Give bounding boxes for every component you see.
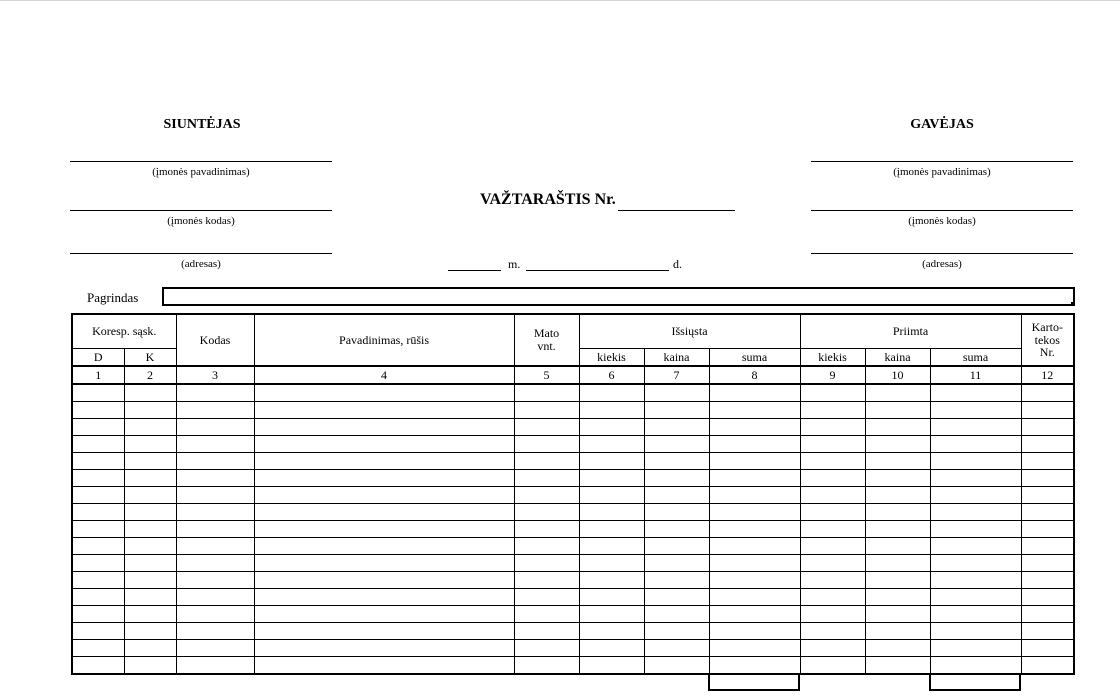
table-cell[interactable] [709,419,800,436]
table-cell[interactable] [514,402,579,419]
table-cell[interactable] [514,436,579,453]
resize-handle-icon [1071,302,1074,305]
table-row [72,436,1074,453]
table-cell[interactable] [865,453,930,470]
table-cell[interactable] [579,402,644,419]
table-cell[interactable] [579,436,644,453]
date-month-line[interactable] [526,270,669,271]
table-cell[interactable] [579,521,644,538]
table-cell[interactable] [579,504,644,521]
receiver-company-code-line[interactable] [811,210,1073,211]
table-cell[interactable] [865,504,930,521]
header-kodas: Kodas [176,314,254,366]
table-cell[interactable] [930,384,1021,402]
table-cell[interactable] [514,521,579,538]
table-cell[interactable] [865,384,930,402]
table-cell[interactable] [865,589,930,606]
table-cell[interactable] [124,555,176,572]
table-cell[interactable] [800,402,865,419]
sender-address-line[interactable] [70,253,332,254]
table-cell[interactable] [254,402,514,419]
sender-company-name-line[interactable] [70,161,332,162]
table-cell[interactable] [579,384,644,402]
table-cell[interactable] [644,436,709,453]
header-priimta-suma: suma [930,349,1021,367]
table-cell[interactable] [644,623,709,640]
table-row [72,419,1074,436]
column-number: 10 [865,366,930,384]
table-cell[interactable] [800,487,865,504]
table-cell[interactable] [865,538,930,555]
table-cell[interactable] [176,657,254,675]
table-cell[interactable] [514,453,579,470]
header-k: K [124,349,176,367]
goods-table [71,313,1075,675]
document-number-line[interactable] [618,210,735,211]
date-year-label: m. [508,257,521,271]
table-cell[interactable] [124,606,176,623]
table-cell[interactable] [800,538,865,555]
table-cell[interactable] [865,555,930,572]
table-cell[interactable] [1021,384,1074,402]
table-cell[interactable] [1021,606,1074,623]
table-cell[interactable] [72,572,124,589]
table-cell[interactable] [930,487,1021,504]
table-cell[interactable] [709,606,800,623]
table-row [72,504,1074,521]
table-cell[interactable] [1021,589,1074,606]
table-cell[interactable] [1021,640,1074,657]
table-row [72,606,1074,623]
table-row [72,555,1074,572]
table-cell[interactable] [176,606,254,623]
table-cell[interactable] [1021,657,1074,675]
table-row [72,538,1074,555]
table-cell[interactable] [644,606,709,623]
table-row [72,589,1074,606]
table-cell[interactable] [579,453,644,470]
table-cell[interactable] [72,521,124,538]
receiver-address-caption: (adresas) [922,258,962,270]
table-cell[interactable] [709,384,800,402]
table-cell[interactable] [254,606,514,623]
table-cell[interactable] [72,487,124,504]
page-top-border [0,0,1120,1]
table-cell[interactable] [930,504,1021,521]
table-cell[interactable] [865,470,930,487]
table-cell[interactable] [800,384,865,402]
header-issiusta-suma: suma [709,349,800,367]
table-row [72,470,1074,487]
table-cell[interactable] [709,572,800,589]
table-cell[interactable] [72,384,124,402]
receiver-company-name-caption: (įmonės pavadinimas) [893,166,991,178]
table-cell[interactable] [709,657,800,675]
table-cell[interactable] [1021,419,1074,436]
table-cell[interactable] [176,572,254,589]
document-title: VAŽTARAŠTIS Nr. [480,191,616,208]
table-cell[interactable] [865,419,930,436]
table-cell[interactable] [72,470,124,487]
table-cell[interactable] [176,640,254,657]
table-cell[interactable] [930,640,1021,657]
table-row [72,487,1074,504]
table-cell[interactable] [72,606,124,623]
priimta-suma-total-box[interactable] [929,674,1021,691]
table-cell[interactable] [800,657,865,675]
table-cell[interactable] [644,487,709,504]
table-cell[interactable] [800,640,865,657]
table-cell[interactable] [176,623,254,640]
table-cell[interactable] [800,453,865,470]
table-cell[interactable] [930,521,1021,538]
table-cell[interactable] [254,623,514,640]
table-cell[interactable] [72,657,124,675]
table-cell[interactable] [930,606,1021,623]
table-cell[interactable] [709,487,800,504]
table-cell[interactable] [800,419,865,436]
table-cell[interactable] [865,572,930,589]
header-priimta-kiekis: kiekis [800,349,865,367]
header-pavadinimas: Pavadinimas, rūšis [254,314,514,366]
table-cell[interactable] [800,436,865,453]
table-cell[interactable] [930,572,1021,589]
header-mato: Mato vnt. [514,314,579,366]
table-cell[interactable] [514,504,579,521]
table-cell[interactable] [800,521,865,538]
table-cell[interactable] [72,436,124,453]
table-cell[interactable] [800,606,865,623]
table-cell[interactable] [514,470,579,487]
table-cell[interactable] [579,606,644,623]
table-cell[interactable] [930,453,1021,470]
table-cell[interactable] [1021,555,1074,572]
table-cell[interactable] [124,538,176,555]
table-cell[interactable] [254,504,514,521]
table-cell[interactable] [124,470,176,487]
table-cell[interactable] [1021,538,1074,555]
table-cell[interactable] [709,640,800,657]
table-cell[interactable] [930,589,1021,606]
column-number: 8 [709,366,800,384]
basis-field[interactable] [162,287,1075,306]
column-number: 12 [1021,366,1074,384]
table-cell[interactable] [865,606,930,623]
table-cell[interactable] [124,419,176,436]
table-cell[interactable] [254,384,514,402]
table-cell[interactable] [514,589,579,606]
table-cell[interactable] [176,487,254,504]
table-cell[interactable] [1021,487,1074,504]
table-cell[interactable] [514,538,579,555]
table-cell[interactable] [176,419,254,436]
table-cell[interactable] [514,657,579,675]
table-cell[interactable] [579,555,644,572]
header-d: D [72,349,124,367]
table-cell[interactable] [72,453,124,470]
table-cell[interactable] [176,402,254,419]
table-cell[interactable] [644,402,709,419]
basis-label: Pagrindas [87,290,139,305]
table-cell[interactable] [1021,504,1074,521]
column-number: 5 [514,366,579,384]
column-number: 6 [579,366,644,384]
table-cell[interactable] [930,623,1021,640]
table-cell[interactable] [514,623,579,640]
column-number: 11 [930,366,1021,384]
date-day-label: d. [673,257,682,271]
table-cell[interactable] [709,623,800,640]
table-cell[interactable] [124,453,176,470]
table-cell[interactable] [644,589,709,606]
table-cell[interactable] [644,470,709,487]
table-cell[interactable] [800,470,865,487]
table-cell[interactable] [176,521,254,538]
table-cell[interactable] [930,436,1021,453]
header-koresp: Koresp. sąsk. [72,314,176,349]
receiver-company-code-caption: (įmonės kodas) [908,215,976,227]
table-cell[interactable] [800,504,865,521]
table-cell[interactable] [176,589,254,606]
table-row [72,384,1074,402]
table-cell[interactable] [930,555,1021,572]
header-issiusta: Išsiųsta [579,314,800,349]
table-row [72,640,1074,657]
table-cell[interactable] [254,589,514,606]
table-cell[interactable] [930,470,1021,487]
table-cell[interactable] [579,657,644,675]
table-cell[interactable] [644,657,709,675]
table-cell[interactable] [176,436,254,453]
table-cell[interactable] [709,538,800,555]
table-cell[interactable] [1021,470,1074,487]
table-cell[interactable] [514,419,579,436]
table-cell[interactable] [709,402,800,419]
table-cell[interactable] [254,436,514,453]
sender-address-caption: (adresas) [181,258,221,270]
table-cell[interactable] [124,623,176,640]
table-cell[interactable] [72,555,124,572]
table-cell[interactable] [124,640,176,657]
table-cell[interactable] [124,402,176,419]
table-cell[interactable] [124,521,176,538]
table-cell[interactable] [254,419,514,436]
table-cell[interactable] [930,419,1021,436]
table-cell[interactable] [254,487,514,504]
table-cell[interactable] [644,555,709,572]
table-cell[interactable] [1021,572,1074,589]
header-issiusta-kaina: kaina [644,349,709,367]
table-cell[interactable] [124,436,176,453]
table-cell[interactable] [579,487,644,504]
table-cell[interactable] [930,402,1021,419]
table-cell[interactable] [514,606,579,623]
column-number: 1 [72,366,124,384]
table-cell[interactable] [1021,521,1074,538]
table-cell[interactable] [644,640,709,657]
table-row [72,521,1074,538]
table-cell[interactable] [865,402,930,419]
table-cell[interactable] [579,572,644,589]
header-issiusta-kiekis: kiekis [579,349,644,367]
table-cell[interactable] [865,521,930,538]
table-cell[interactable] [579,623,644,640]
table-cell[interactable] [124,504,176,521]
table-cell[interactable] [514,487,579,504]
header-priimta: Priimta [800,314,1021,349]
header-priimta-kaina: kaina [865,349,930,367]
table-cell[interactable] [709,555,800,572]
table-cell[interactable] [124,487,176,504]
table-cell[interactable] [72,504,124,521]
receiver-company-name-line[interactable] [811,161,1073,162]
receiver-title: GAVĖJAS [910,117,974,132]
table-cell[interactable] [176,453,254,470]
sender-title: SIUNTĖJAS [163,117,241,132]
column-number: 4 [254,366,514,384]
table-cell[interactable] [124,589,176,606]
table-cell[interactable] [865,640,930,657]
table-cell[interactable] [709,504,800,521]
table-cell[interactable] [254,640,514,657]
table-cell[interactable] [1021,436,1074,453]
table-cell[interactable] [72,402,124,419]
table-row [72,402,1074,419]
table-cell[interactable] [124,384,176,402]
table-cell[interactable] [930,657,1021,675]
table-cell[interactable] [865,487,930,504]
table-cell[interactable] [865,657,930,675]
table-cell[interactable] [644,521,709,538]
column-number: 3 [176,366,254,384]
table-cell[interactable] [579,589,644,606]
table-cell[interactable] [800,555,865,572]
table-cell[interactable] [254,538,514,555]
sender-company-code-caption: (įmonės kodas) [167,215,235,227]
date-year-line[interactable] [448,270,501,271]
table-cell[interactable] [709,521,800,538]
table-cell[interactable] [644,453,709,470]
table-cell[interactable] [644,384,709,402]
sender-company-name-caption: (įmonės pavadinimas) [152,166,250,178]
table-cell[interactable] [865,436,930,453]
table-cell[interactable] [579,419,644,436]
table-cell[interactable] [1021,623,1074,640]
issiusta-suma-total-box[interactable] [708,674,800,691]
table-cell[interactable] [930,538,1021,555]
table-cell[interactable] [709,436,800,453]
table-cell[interactable] [709,470,800,487]
table-cell[interactable] [709,453,800,470]
table-cell[interactable] [124,572,176,589]
column-number: 7 [644,366,709,384]
table-cell[interactable] [72,623,124,640]
column-number-row [72,366,1074,384]
table-cell[interactable] [254,521,514,538]
table-row [72,623,1074,640]
table-cell[interactable] [254,555,514,572]
column-number: 9 [800,366,865,384]
table-cell[interactable] [254,470,514,487]
table-cell[interactable] [176,470,254,487]
table-cell[interactable] [579,470,644,487]
column-number: 2 [124,366,176,384]
table-cell[interactable] [644,572,709,589]
table-row [72,453,1074,470]
table-cell[interactable] [514,555,579,572]
table-cell[interactable] [709,589,800,606]
table-cell[interactable] [176,504,254,521]
table-cell[interactable] [865,623,930,640]
table-cell[interactable] [124,657,176,675]
table-cell[interactable] [579,538,644,555]
table-cell[interactable] [176,384,254,402]
table-row [72,572,1074,589]
table-cell[interactable] [514,384,579,402]
sender-company-code-line[interactable] [70,210,332,211]
table-cell[interactable] [800,589,865,606]
table-cell[interactable] [254,657,514,675]
table-cell[interactable] [579,640,644,657]
receiver-address-line[interactable] [811,253,1073,254]
table-cell[interactable] [514,572,579,589]
table-cell[interactable] [514,640,579,657]
table-cell[interactable] [1021,453,1074,470]
table-cell[interactable] [72,589,124,606]
table-cell[interactable] [800,572,865,589]
table-cell[interactable] [176,555,254,572]
table-cell[interactable] [72,538,124,555]
table-cell[interactable] [644,538,709,555]
table-cell[interactable] [176,538,254,555]
table-row [72,657,1074,675]
table-cell[interactable] [1021,402,1074,419]
table-cell[interactable] [72,419,124,436]
table-cell[interactable] [254,572,514,589]
table-cell[interactable] [800,623,865,640]
table-cell[interactable] [254,453,514,470]
table-cell[interactable] [72,640,124,657]
header-kartotekos: Karto-tekos Nr. [1021,314,1074,366]
table-cell[interactable] [644,419,709,436]
table-cell[interactable] [644,504,709,521]
